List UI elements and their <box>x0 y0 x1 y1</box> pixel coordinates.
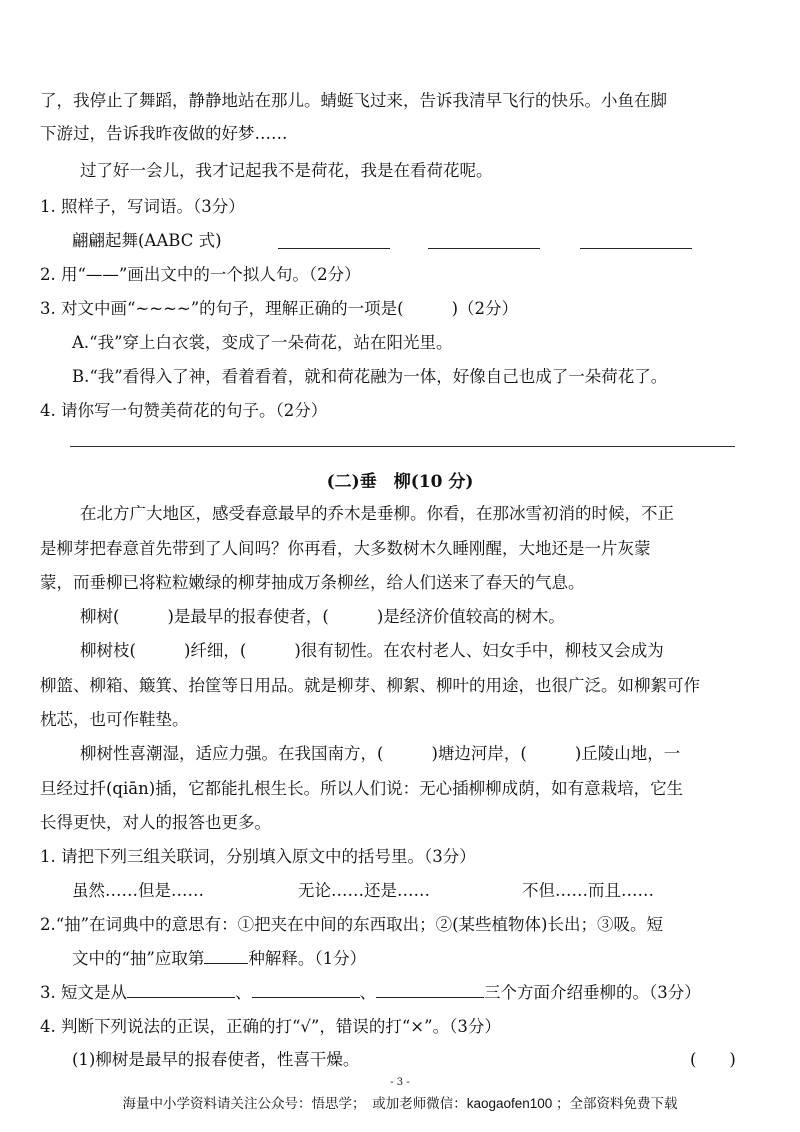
passage-line: 旦经过扦(qiān)插，它都能扎根生长。所以人们说：无心插柳柳成荫，如有意栽培，它生 <box>40 779 684 798</box>
question-3 <box>40 982 701 1004</box>
conjunction-word: 无论……还是…… <box>298 881 430 900</box>
passage-line: 枕芯，也可作鞋垫。 <box>40 710 189 729</box>
text-segment: 文中的“抽”应取第 <box>72 949 205 968</box>
question-1: 1. 照样子，写词语。（3分） <box>40 197 245 216</box>
answer-paren[interactable]: ( ) <box>690 1050 736 1069</box>
passage-line: 过了好一会儿，我才记起我不是荷花，我是在看荷花呢。 <box>80 161 493 180</box>
text-segment: )纤细，( <box>183 641 247 660</box>
passage-line: 在北方广大地区，感受春意最早的乔木是垂柳。你看，在那冰雪初消的时候，不正 <box>80 504 674 523</box>
answer-blank[interactable] <box>278 234 390 249</box>
judge-item: (1)柳树是最早的报春使者，性喜干燥。 <box>72 1050 360 1069</box>
example-word: 翩翩起舞(AABC 式) <box>72 231 222 250</box>
question-2: 2. 用“——”画出文中的一个拟人句。（2分） <box>40 265 361 284</box>
answer-blank[interactable] <box>204 949 248 964</box>
passage-line <box>80 606 565 628</box>
option-a: A.“我”穿上白衣裳，变成了一朵荷花，站在阳光里。 <box>72 333 453 352</box>
section-title: (二)垂 柳(10 分) <box>326 472 474 492</box>
question-4: 4. 请你写一句赞美荷花的句子。（2分） <box>40 401 328 420</box>
option-b: B.“我”看得入了神，看着看着，就和荷花融为一体，好像自己也成了一朵荷花了。 <box>72 367 668 386</box>
text-segment: )很有韧性。在农村老人、妇女手中，柳枝又会成为 <box>294 641 664 660</box>
passage-line: 柳篮、柳箱、簸箕、抬筐等日用品。就是柳芽、柳絮、柳叶的用途，也很广泛。如柳絮可作 <box>40 676 700 695</box>
conjunction-word: 虽然……但是…… <box>72 881 204 900</box>
question-2-line2 <box>72 948 366 970</box>
answer-blank[interactable] <box>127 983 235 998</box>
answer-blank[interactable] <box>252 983 360 998</box>
conjunction-word: 不但……而且…… <box>522 881 654 900</box>
footer-note: 海量中小学资料请关注公众号：悟思学； 或加老师微信：kaogaofen100 ；全部资料免费下载 <box>122 1096 678 1111</box>
passage-line: 蒙，而垂柳已将粒粒嫩绿的柳芽抽成万条柳丝，给人们送来了春天的气息。 <box>40 573 585 592</box>
passage-line: 了，我停止了舞蹈，静静地站在那儿。蜻蜓飞过来，告诉我清早飞行的快乐。小鱼在脚 <box>40 91 667 110</box>
answer-line[interactable] <box>70 446 735 447</box>
text-segment: 3. 短文是从 <box>40 983 127 1002</box>
passage-line: 是柳芽把春意首先带到了人间吗？你再看，大多数树木久睡刚醒，大地还是一片灰蒙 <box>40 539 651 558</box>
text-segment: 、 <box>235 983 252 1002</box>
text-segment: 柳树性喜潮湿，适应力强。在我国南方，( <box>80 744 384 763</box>
answer-blank[interactable] <box>428 234 540 249</box>
passage-line: 下游过，告诉我昨夜做的好梦…… <box>40 124 288 143</box>
question-3-text: 3. 对文中画“~~~~”的句子，理解正确的一项是( <box>40 299 404 318</box>
question-1: 1. 请把下列三组关联词，分别填入原文中的括号里。（3分） <box>40 847 476 866</box>
question-2: 2.“抽”在词典中的意思有：①把夹在中间的东西取出；②(某些植物体)长出；③吸。短 <box>40 915 663 934</box>
text-segment: 柳树( <box>80 607 120 626</box>
answer-blank[interactable] <box>376 983 484 998</box>
passage-line <box>80 743 680 765</box>
text-segment: )丘陵山地，一 <box>574 744 681 763</box>
text-segment: 、 <box>359 983 376 1002</box>
text-segment: 种解释。（1分） <box>248 949 367 968</box>
question-1-example <box>72 230 222 252</box>
passage-line <box>80 640 664 662</box>
text-segment: 三个方面介绍垂柳的。（3分） <box>484 983 701 1002</box>
text-segment: )是最早的报春使者，( <box>167 607 329 626</box>
question-3 <box>40 298 518 320</box>
page-number: - 3 - <box>390 1077 410 1088</box>
passage-line: 长得更快，对人的报答也更多。 <box>40 813 271 832</box>
text-segment: 柳树枝( <box>80 641 136 660</box>
text-segment: )塘边河岸，( <box>431 744 527 763</box>
answer-blank[interactable] <box>580 234 692 249</box>
question-3-score: )（2分） <box>451 299 519 318</box>
text-segment: )是经济价值较高的树木。 <box>376 607 565 626</box>
question-4: 4. 判断下列说法的正误，正确的打“√”，错误的打“×”。（3分） <box>40 1017 501 1036</box>
